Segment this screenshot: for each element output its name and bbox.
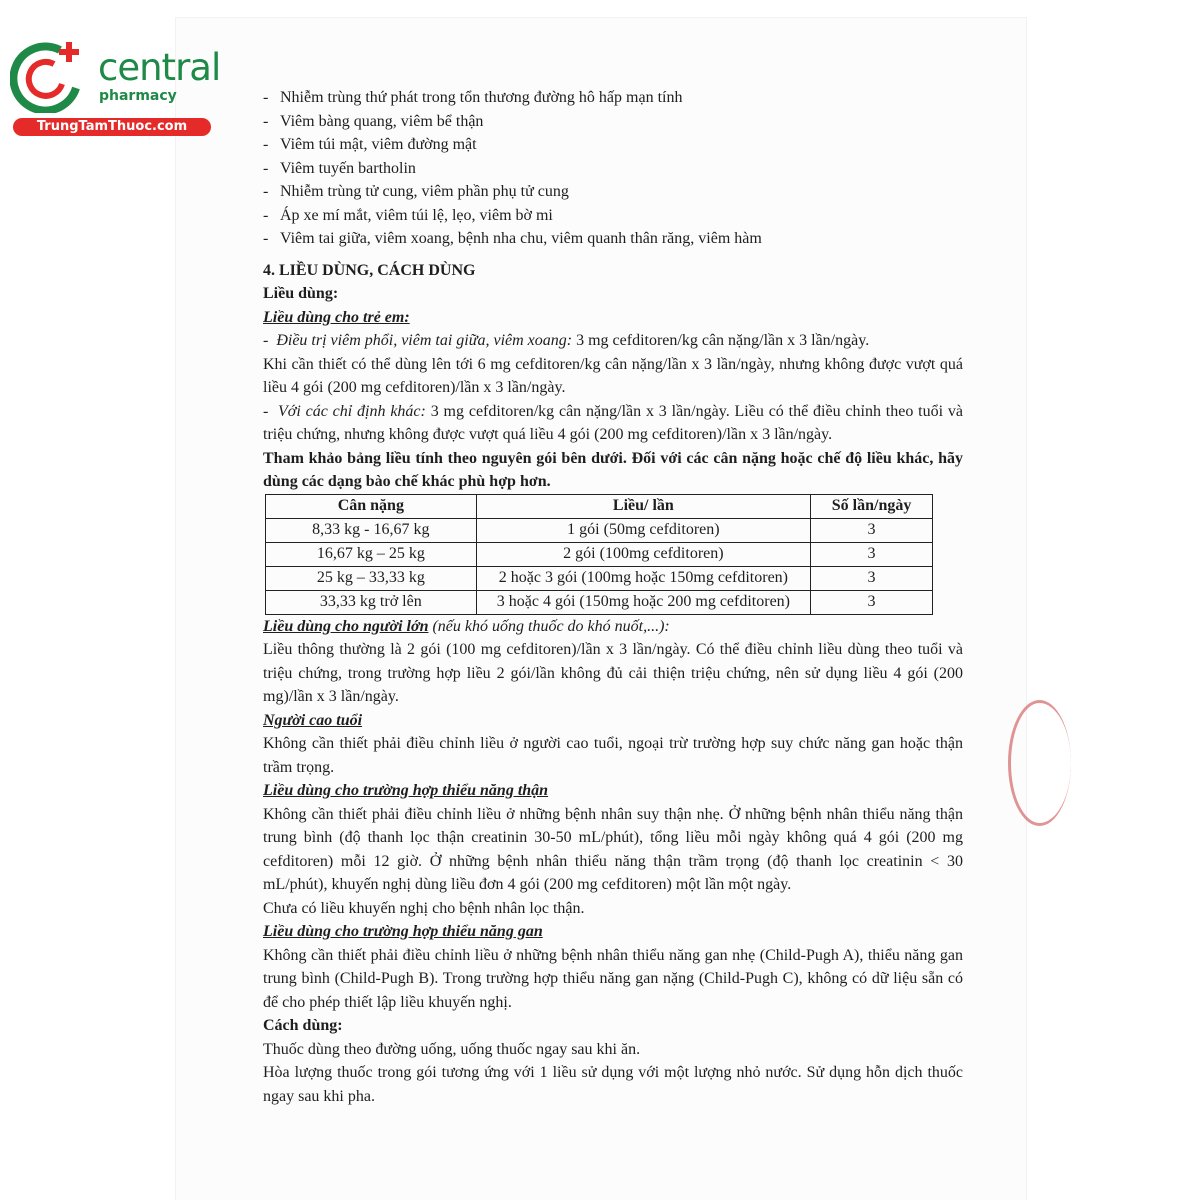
dosage-table	[265, 494, 933, 615]
table-header-row	[266, 494, 933, 518]
children-p2: Khi cần thiết có thể dùng lên tới 6 mg cefditoren/kg cân nặng/lần x 3 lần/ngày, nhưng không được vượt quá liều 4 gói (200 mg cefditoren)/lần x 3 lần/ngày.	[263, 355, 963, 396]
cell: 33,33 kg trở lên	[266, 590, 477, 614]
children-note: Tham khảo bảng liều tính theo nguyên gói bên dưới. Đối với các cân nặng hoặc chế độ liều khác, hãy dùng các dạng bào chế khác phù hợp hơn.	[263, 449, 963, 490]
list-item: - Nhiễm trùng thứ phát trong tổn thương đường hô hấp mạn tính	[263, 86, 963, 110]
adult-text: Liều thông thường là 2 gói (100 mg cefditoren)/lần x 3 lần/ngày. Có thể điều chỉnh liều dùng theo tuổi và triệu chứng, trong trường hợp liều 2 gói/lần không đủ cải thiện triệu chứng, nên sử dụng liều 4 gói (200 mg)/lần x 3 lần/ngày.	[263, 641, 963, 705]
logo-sub: pharmacy	[99, 88, 177, 104]
table-row	[266, 566, 933, 590]
cell: 3	[811, 542, 933, 566]
hepatic-text: Không cần thiết phải điều chỉnh liều ở những bệnh nhân thiểu năng gan nhẹ (Child-Pugh A), thiểu năng gan trung bình (Child-Pugh B). Trong trường hợp thiểu năng gan nặng (Child-Pugh C), không có dữ liệu sẵn có để cho phép thiết lập liều khuyến nghị.	[263, 946, 963, 1011]
usage-p1: Thuốc dùng theo đường uống, uống thuốc ngay sau khi ăn.	[263, 1040, 641, 1058]
children-p1: - Điều trị viêm phổi, viêm tai giữa, viêm xoang: 3 mg cefditoren/kg cân nặng/lần x 3 lần/ngày.	[263, 332, 870, 349]
elderly-title: Người cao tuổi	[263, 711, 363, 729]
list-item: - Viêm túi mật, viêm đường mật	[263, 133, 963, 157]
renal-text2: Chưa có liều khuyến nghị cho bệnh nhân lọc thận.	[263, 899, 585, 917]
label: Điều trị viêm phổi, viêm tai giữa, viêm xoang:	[276, 332, 573, 349]
cell: 3	[811, 590, 933, 614]
renal-text: Không cần thiết phải điều chỉnh liều ở những bệnh nhân suy thận nhẹ. Ở những bệnh nhân thiểu năng thận trung bình (độ thanh lọc thận creatinin 30-50 mL/phút), tổng liều mỗi ngày không quá 4 gói (200 mg cefditoren) mỗi 12 giờ. Ở những bệnh nhân thiểu năng thận trầm trọng (độ thanh lọc creatinin < 30 mL/phút), khuyến nghị dùng liều đơn 4 gói (200 mg cefditoren) một lần một ngày.	[263, 805, 963, 893]
list-item: - Nhiễm trùng tử cung, viêm phần phụ tử cung	[263, 180, 963, 204]
header-times: Số lần/ngày	[811, 494, 933, 518]
list-item: - Áp xe mí mắt, viêm túi lệ, lẹo, viêm bờ mi	[263, 204, 963, 228]
children-p3: - Với các chỉ định khác: 3 mg cefditoren/kg cân nặng/lần x 3 lần/ngày. Liều có thể điều chỉnh theo tuổi và triệu chứng, nhưng không được vượt quá liều 4 gói (200 mg cefditoren)/lần x 3 lần/ngày.	[263, 402, 964, 443]
text: 3 mg cefditoren/kg cân nặng/lần x 3 lần/ngày. Liều có thể điều chỉnh theo tuổi và triệu chứng, nhưng không được vượt quá liều 4 gói (200 mg cefditoren)/lần x 3 lần/ngày.	[263, 402, 964, 443]
table-row	[266, 590, 933, 614]
header-weight: Cân nặng	[266, 494, 477, 518]
renal-title: Liều dùng cho trường hợp thiểu năng thận	[263, 782, 549, 799]
cell: 2 gói (100mg cefditoren)	[476, 542, 810, 566]
section-title: 4. LIỀU DÙNG, CÁCH DÙNG	[263, 261, 476, 279]
header-dose: Liều/ lần	[476, 494, 810, 518]
cell: 3 hoặc 4 gói (150mg hoặc 200 mg cefditoren)	[476, 590, 810, 614]
cell: 16,67 kg – 25 kg	[266, 542, 477, 566]
elderly-text: Không cần thiết phải điều chỉnh liều ở người cao tuổi, ngoại trừ trường hợp suy chức năng gan hoặc thận trầm trọng.	[263, 735, 963, 776]
stamp-fragment	[1008, 700, 1071, 826]
cell: 1 gói (50mg cefditoren)	[476, 518, 810, 542]
document-content	[263, 86, 963, 1108]
label: Với các chỉ định khác:	[278, 402, 426, 420]
cell: 3	[811, 518, 933, 542]
children-title: Liều dùng cho trẻ em:	[263, 308, 410, 326]
logo-brand: central	[98, 46, 221, 89]
adult-title-note: (nếu khó uống thuốc do khó nuốt,...):	[428, 617, 670, 635]
hepatic-title: Liều dùng cho trường hợp thiểu năng gan	[263, 923, 543, 940]
central-pharmacy-logo[interactable]	[10, 38, 221, 138]
usage-title: Cách dùng:	[263, 1017, 343, 1034]
dosage-label: Liều dùng:	[263, 285, 339, 302]
logo-mark-icon	[10, 38, 90, 113]
cell: 25 kg – 33,33 kg	[266, 566, 477, 590]
cell: 2 hoặc 3 gói (100mg hoặc 150mg cefditoren)	[476, 566, 810, 590]
logo-site: TrungTamThuoc.com	[13, 118, 211, 136]
table-row	[266, 542, 933, 566]
cell: 3	[811, 566, 933, 590]
list-item: - Viêm tuyến bartholin	[263, 157, 963, 181]
adult-heading	[263, 615, 963, 639]
list-item: - Viêm tai giữa, viêm xoang, bệnh nha chu, viêm quanh thân răng, viêm hàm	[263, 227, 963, 251]
cell: 8,33 kg - 16,67 kg	[266, 518, 477, 542]
text: 3 mg cefditoren/kg cân nặng/lần x 3 lần/ngày.	[572, 332, 870, 349]
table-row	[266, 518, 933, 542]
list-item: - Viêm bàng quang, viêm bể thận	[263, 110, 963, 134]
usage-p2: Hòa lượng thuốc trong gói tương ứng với 1 liều sử dụng với một lượng nhỏ nước. Sử dụng hỗn dịch thuốc ngay sau khi pha.	[263, 1064, 963, 1105]
adult-title: Liều dùng cho người lớn	[263, 617, 429, 635]
indication-list	[263, 86, 963, 251]
